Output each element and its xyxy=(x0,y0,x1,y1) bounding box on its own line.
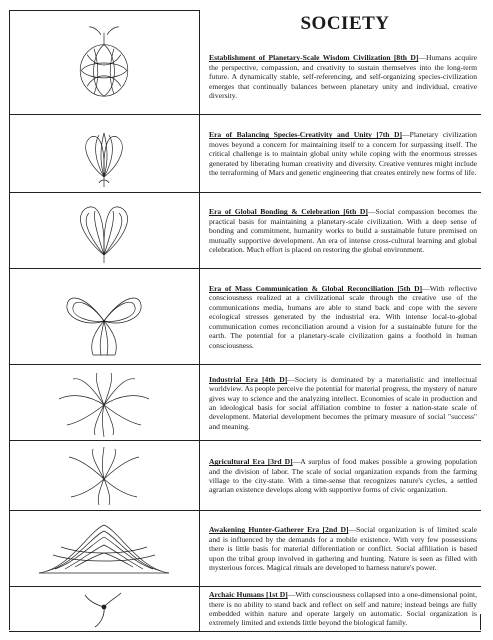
era-text: —Social compassion becomes the practical basis for maintaining a planetary-scale civilization. With a deep sense of bonding and commitment, humanity works to build a sustainable future premised on mutually supportive development. An era of intense cross-cultural learning and global celebration. Much effort is placed on restoring the global environment. xyxy=(209,207,477,255)
era-description xyxy=(209,115,477,193)
page xyxy=(9,10,481,630)
era-title: Era of Global Bonding & Celebration [6th D] xyxy=(209,207,368,217)
era-text: —A surplus of food makes possible a growing population and the division of labor. The scale of social organization expands from the farming village to the city-state. With a time-sense that recognizes nature's cycles, a settled agrarian existence develops along with supportive forms of civic organization. xyxy=(209,457,477,495)
era-text: —With consciousness collapsed into a one-dimensional point, there is no ability to stand back and reflect on self and nature; instead beings are fully embedded within nature and operate largely on automatic. Social organization is extremely limited and extends little beyond the biological family. xyxy=(209,590,477,628)
flared-bundle-icon xyxy=(9,365,199,441)
era-text: —Planetary civilization moves beyond a concern for maintaining itself to a concern for surpassing itself. The critical challenge is to maintain global unity while coping with the enormous stresses generated by liberating human creativity and diversity. Creative ventures might include the terraforming of Mars and genetic engineering that creates entirely new forms of life. xyxy=(209,130,477,178)
era-description xyxy=(209,365,477,441)
era-description xyxy=(209,40,477,114)
era-description xyxy=(209,441,477,511)
era-illustration xyxy=(9,365,200,441)
era-title: Establishment of Planetary-Scale Wisdom Civilization [8th D] xyxy=(209,53,419,63)
era-row-4th xyxy=(9,364,481,441)
era-illustration xyxy=(9,511,200,587)
era-row-6th xyxy=(9,192,481,269)
era-illustration xyxy=(9,10,200,114)
era-title: Industrial Era [4th D] xyxy=(209,374,288,384)
era-row-8th xyxy=(9,10,481,114)
folded-loops-icon xyxy=(9,269,199,365)
era-title: Archaic Humans [1st D] xyxy=(209,590,288,600)
era-title: Awakening Hunter-Gatherer Era [2nd D] xyxy=(209,525,349,535)
page-title: SOCIETY xyxy=(300,13,390,34)
era-row-1st xyxy=(9,586,481,632)
era-illustration xyxy=(9,441,200,511)
bud-icon xyxy=(9,115,199,193)
mound-icon xyxy=(9,511,199,587)
edge-mark xyxy=(480,614,481,630)
era-row-2nd xyxy=(9,510,481,587)
era-text: —Social organization is of limited scale and is influenced by the demands for a mobile existence. With very few possessions there is little basis for material differentiation or conflict. Social affiliation is based upon the tribal group involved in gathering and hunting. Nature is seen as filled with mysterious forces. Magical rituals are developed to harness nature's power. xyxy=(209,525,477,573)
era-illustration xyxy=(9,193,200,269)
orb-sphere-icon xyxy=(9,11,199,114)
era-row-5th xyxy=(9,268,481,365)
era-text: —With reflective consciousness realized at a civilizational scale through the creative use of the communications media, humans are able to stand back and cope with the severe ecological stresses generated by the industrial era. With intense local-to-global communication comes reconciliation around a vision for a sustainable future for the earth. The potential for a planetary-scale civilization gains a foothold in human consciousness. xyxy=(209,284,477,350)
pinched-bundle-icon xyxy=(9,441,199,511)
heart-loops-icon xyxy=(9,193,199,269)
era-title: Era of Balancing Species-Creativity and Unity [7th D] xyxy=(209,130,403,140)
era-row-3rd xyxy=(9,440,481,511)
era-description xyxy=(209,269,477,365)
era-row-7th xyxy=(9,114,481,193)
era-text: —Humans acquire the perspective, compassion, and creativity to sustain themselves into the long-term future. A dynamically stable, self-referencing, and self-organizing species-civilization emerges that continually balances between planetary unity and individual, creative diversity. xyxy=(209,53,477,101)
era-illustration xyxy=(9,587,200,631)
point-spiral-icon xyxy=(9,587,199,631)
era-title: Agricultural Era [3rd D] xyxy=(209,457,293,467)
era-description xyxy=(209,587,477,631)
era-title: Era of Mass Communication & Global Reconciliation [5th D] xyxy=(209,284,423,294)
era-description xyxy=(209,193,477,269)
era-illustration xyxy=(9,269,200,365)
era-description xyxy=(209,511,477,587)
era-illustration xyxy=(9,115,200,193)
era-text: —Society is dominated by a materialistic and intellectual worldview. As people perceive the potential for material progress, the mystery of nature gives way to science and the analyzing intellect. Economies of scale in production and an ideological basis for social affiliation combine to foster a nation-state scale of development. Material development becomes the primary measure of social "success" and meaning. xyxy=(209,374,477,431)
